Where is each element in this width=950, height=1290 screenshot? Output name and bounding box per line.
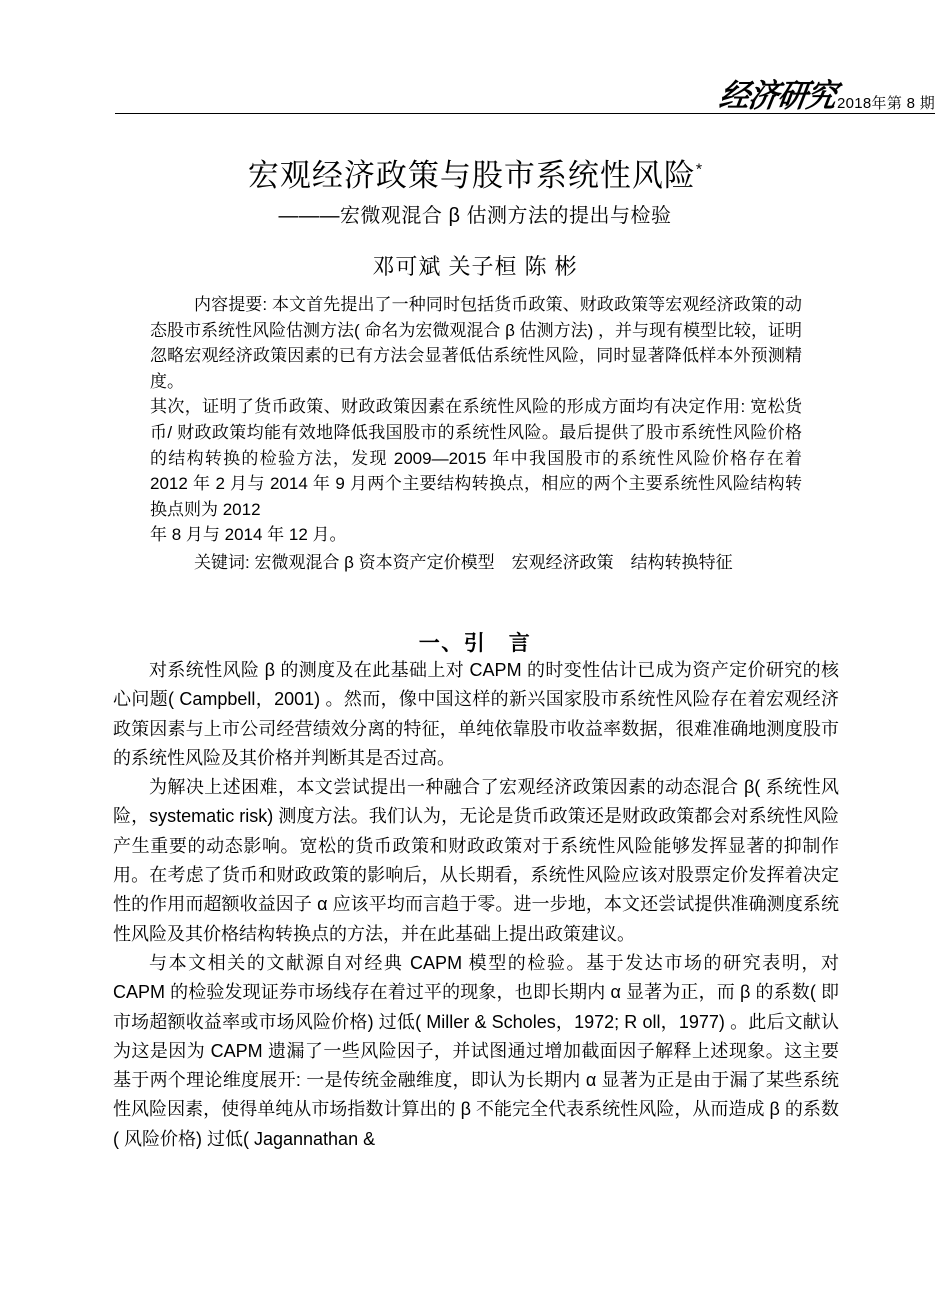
journal-issue-label: 2018年第 8 期 <box>836 95 935 112</box>
body-paragraph: 为解决上述困难，本文尝试提出一种融合了宏观经济政策因素的动态混合 β( 系统性风险，systematic risk) 测度方法。我们认为，无论是货币政策还是财政政策都会对系统性风险产生重要的动态影响。宽松的货币政策和财政政策对于系统性风险能够发挥显著的抑制作用。在考虑了货币和财政政策的影响后，从长期看，系统性风险应该对股票定价发挥着决定性的作用而超额收益因子 α 应该平均而言趋于零。进一步地，本文还尝试提供准确测度系统性风险及其价格结构转换点的方法，并在此基础上提出政策建议。 <box>113 777 839 944</box>
body-paragraph: 对系统性风险 β 的测度及在此基础上对 CAPM 的时变性估计已成为资产定价研究的核心问题( Campbell，2001) 。然而，像中国这样的新兴国家股市系统性风险存在着宏观经济政策因素与上市公司经营绩效分离的特征，单纯依靠股市收益率数据，很难准确地测度股市的系统性风险及其价格并判断其是否过高。 <box>113 660 839 768</box>
journal-logo: 经济研究 <box>716 79 839 115</box>
keywords-line: 关键词: 宏微观混合 β 资本资产定价模型 宏观经济政策 结构转换特征 <box>194 552 733 572</box>
author-list: 邓可斌 关子桓 陈 彬 <box>372 254 578 279</box>
abstract-paragraph: 年 8 月与 2014 年 12 月。 <box>150 525 347 545</box>
header-divider <box>115 113 935 114</box>
page-title-text: 宏观经济政策与股市系统性风险 <box>247 157 696 193</box>
title-footnote-marker: * <box>695 161 703 179</box>
section-heading-introduction: 一、引 言 <box>418 632 532 656</box>
abstract-section <box>150 292 802 576</box>
journal-masthead <box>115 72 935 114</box>
page-title <box>0 157 950 194</box>
abstract-paragraph: 内容提要: 本文首先提出了一种同时包括货币政策、财政政策等宏观经济政策的动态股市系统性风险估测方法( 命名为宏微观混合 β 估测方法) ，并与现有模型比较，证明忽略宏观经济政策因素的已有方法会显著低估系统性风险，同时显著降低样本外预测精度。 <box>150 295 802 391</box>
page-subtitle: ———宏微观混合 β 估测方法的提出与检验 <box>278 205 672 227</box>
body-paragraph: 与本文相关的文献源自对经典 CAPM 模型的检验。基于发达市场的研究表明，对 CAPM 的检验发现证券市场线存在着过平的现象，也即长期内 α 显著为正，而 β 的系数( 即市场超额收益率或市场风险价格) 过低( Miller & Scholes，1972; R oll，1977) 。此后文献认为这是因为 CAPM 遗漏了一些风险因子，并试图通过增加截面因子解释上述现象。这主要基于两个理论维度展开: 一是传统金融维度，即认为长期内 α 显著为正是由于漏了某些系统性风险因素，使得单纯从市场指数计算出的 β 不能完全代表系统性风险，从而造成 β 的系数( 风险价格) 过低( Jagannathan & <box>113 952 839 1149</box>
abstract-paragraph: 其次，证明了货币政策、财政政策因素在系统性风险的形成方面均有决定作用: 宽松货币/ 财政政策均能有效地降低我国股市的系统性风险。最后提供了股市系统性风险价格的结构转换的检验方法，发现 2009—2015 年中我国股市的系统性风险价格存在着 2012 年 2 月与 2014 年 9 月两个主要结构转换点，相应的两个主要系统性风险结构转换点则为 2012 <box>150 397 802 519</box>
body-text <box>113 656 839 1154</box>
